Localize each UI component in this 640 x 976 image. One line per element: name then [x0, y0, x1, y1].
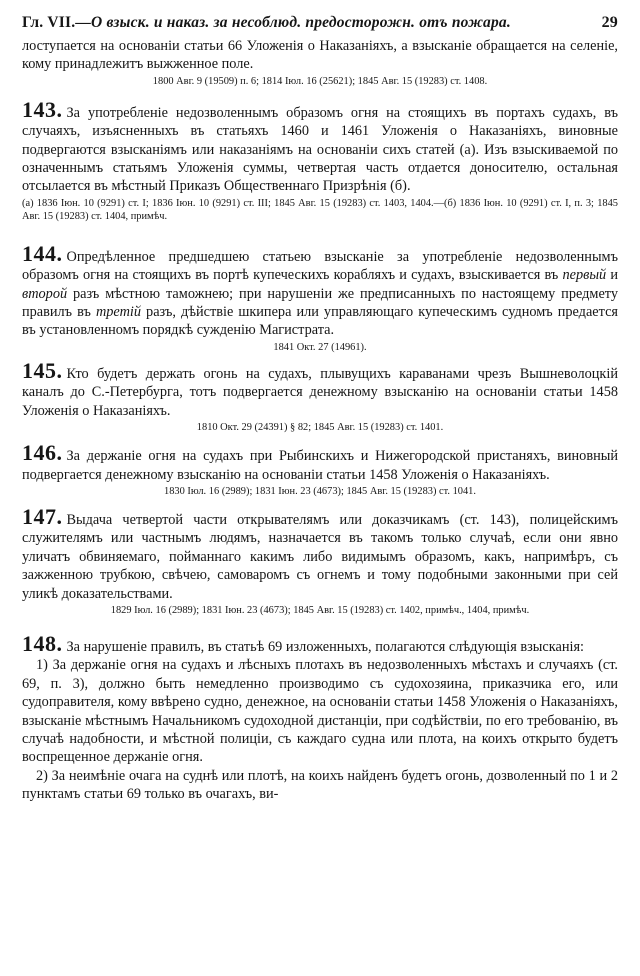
continuation-reference: 1800 Авг. 9 (19509) п. 6; 1814 Іюл. 16 (25621); 1845 Авг. 15 (19283) ст. 1408.: [152, 75, 488, 87]
article-number: 147.: [22, 503, 63, 529]
article-145-reference: 1810 Окт. 29 (24391) § 82; 1845 Авг. 15 (19283) ст. 1401.: [196, 422, 444, 434]
page-number: 29: [601, 14, 618, 31]
article-147-reference: 1829 Іюл. 16 (2989); 1831 Іюн. 23 (4673); 1845 Авг. 15 (19283) ст. 1402, примѣч., 1404, примѣч.: [110, 604, 530, 616]
article-148-item-2: 2) За неимѣніе очага на суднѣ или плотѣ, на коихъ найденъ будетъ огонь, дозволенный по 1 и 2 пунктамъ статьи 69 только въ очагахъ, ви-: [22, 767, 618, 803]
article-146-reference: 1830 Іюл. 16 (2989); 1831 Іюн. 23 (4673); 1845 Авг. 15 (19283) ст. 1041.: [164, 485, 476, 497]
article-number: 146.: [22, 440, 63, 466]
article-148-text: 148. За нарушеніе правилъ, въ статьѣ 69 изложенныхъ, полагаются слѣдующія взысканія:: [22, 630, 584, 656]
article-number: 148.: [22, 630, 63, 656]
article-143-text: 143. За употребленіе недозволеннымъ образомъ огня на стоящихъ въ портахъ судахъ, въ случаяхъ, изъясненныхъ въ статьяхъ 1460 и 1461 Уложенія о Наказаніяхъ, виновные подвергаются взысканіямъ или наказаніямъ на основаніи сихъ статей (а). Изъ взыскиваемой по означеннымъ статьямъ Уложенія суммы, четвертая часть отдается доносителю, остальная отсылается въ мѣстный Приказъ Общественнаго Призрѣнія (б).: [22, 96, 618, 195]
article-144: [22, 240, 618, 354]
article-144-text: 144. Опредѣленное предшедшею статьею взысканіе за употребленіе недозволеннымъ образомъ огня на стоящихъ въ портѣ купеческихъ корабляхъ и судахъ, взыскивается въ первый и второй разъ мѣстною таможнею; при нарушеніи же предписанныхъ по настоящему предмету правилъ въ третій разъ, дѣйствіе шкипера или управляющаго купеческимъ судномъ предается въ установленномъ порядкѣ сужденію Магистрата.: [22, 240, 618, 339]
article-147: [22, 503, 618, 617]
article-146-text: 146. За держаніе огня на судахъ при Рыбинскихъ и Нижегородской пристаняхъ, виновный подвергается денежному взысканію на основаніи статьи 1458 Уложенія о Наказаніяхъ.: [22, 440, 618, 483]
article-145-text: 145. Кто будетъ держать огонь на судахъ, плывущихъ караванами чрезъ Вышневолоцкій каналъ до С.-Петербурга, тотъ подвергается денежному взысканію на основаніи статьи 1458 Уложенія о Наказаніяхъ.: [22, 357, 618, 419]
continuation-block: [22, 37, 618, 88]
article-143-reference: (а) 1836 Іюн. 10 (9291) ст. І; 1836 Іюн. 10 (9291) ст. ІІІ; 1845 Авг. 15 (19283) ст. 1403, 1404.—(б) 1836 Іюн. 10 (9291) ст. І, п. 3; 1845 Авг. 15 (19283) ст. 1404, примѣч.: [22, 197, 618, 222]
continuation-text: лоступается на основаніи статьи 66 Уложенія о Наказаніяхъ, а взысканіе обращается на селеніе, кому принадлежитъ выжженное поле.: [22, 38, 618, 73]
article-146: [22, 440, 618, 498]
article-number: 145.: [22, 357, 63, 383]
article-144-reference: 1841 Окт. 27 (14961).: [273, 341, 367, 353]
article-number: 143.: [22, 96, 63, 122]
article-148: [22, 630, 618, 804]
article-148-item-1: 1) За держаніе огня на судахъ и лѣсныхъ плотахъ въ недозволенныхъ мѣстахъ и случаяхъ (ст. 69, п. 3), должно быть немедленно производимо съ судохозяина, приказчика его, или судоправителя, кому ввѣрено судно, денежное, на основаніи статьи 1458 Уложенія о Наказаніяхъ, взысканіе мѣстнымъ Начальникомъ судоходной дистанціи, при содѣйствіи, по его требованію, въ случаѣ надобности, и мѣстной полиціи, съ каждаго судна или плота, на коихъ открыто будетъ воспрещенное держаніе огня.: [22, 657, 618, 766]
article-143: [22, 96, 618, 223]
header-title: Гл. VII.—О взыск. и наказ. за несоблюд. предосторожн. отъ пожара.: [22, 14, 511, 31]
article-147-text: 147. Выдача четвертой части открывателямъ или доказчикамъ (ст. 143), полицейскимъ служителямъ или частнымъ людямъ, назначается въ такомъ только случаѣ, если они явно уличатъ обвиняемаго, пойманнаго какимъ либо видимымъ образомъ, какъ, напримѣръ, съ зажженною трубкою, свѣчею, самоваромъ съ огнемъ и тому подобными законными при сей уликѣ доказательствами.: [22, 503, 618, 602]
article-number: 144.: [22, 240, 63, 266]
running-header: [22, 14, 618, 32]
article-145: [22, 357, 618, 434]
